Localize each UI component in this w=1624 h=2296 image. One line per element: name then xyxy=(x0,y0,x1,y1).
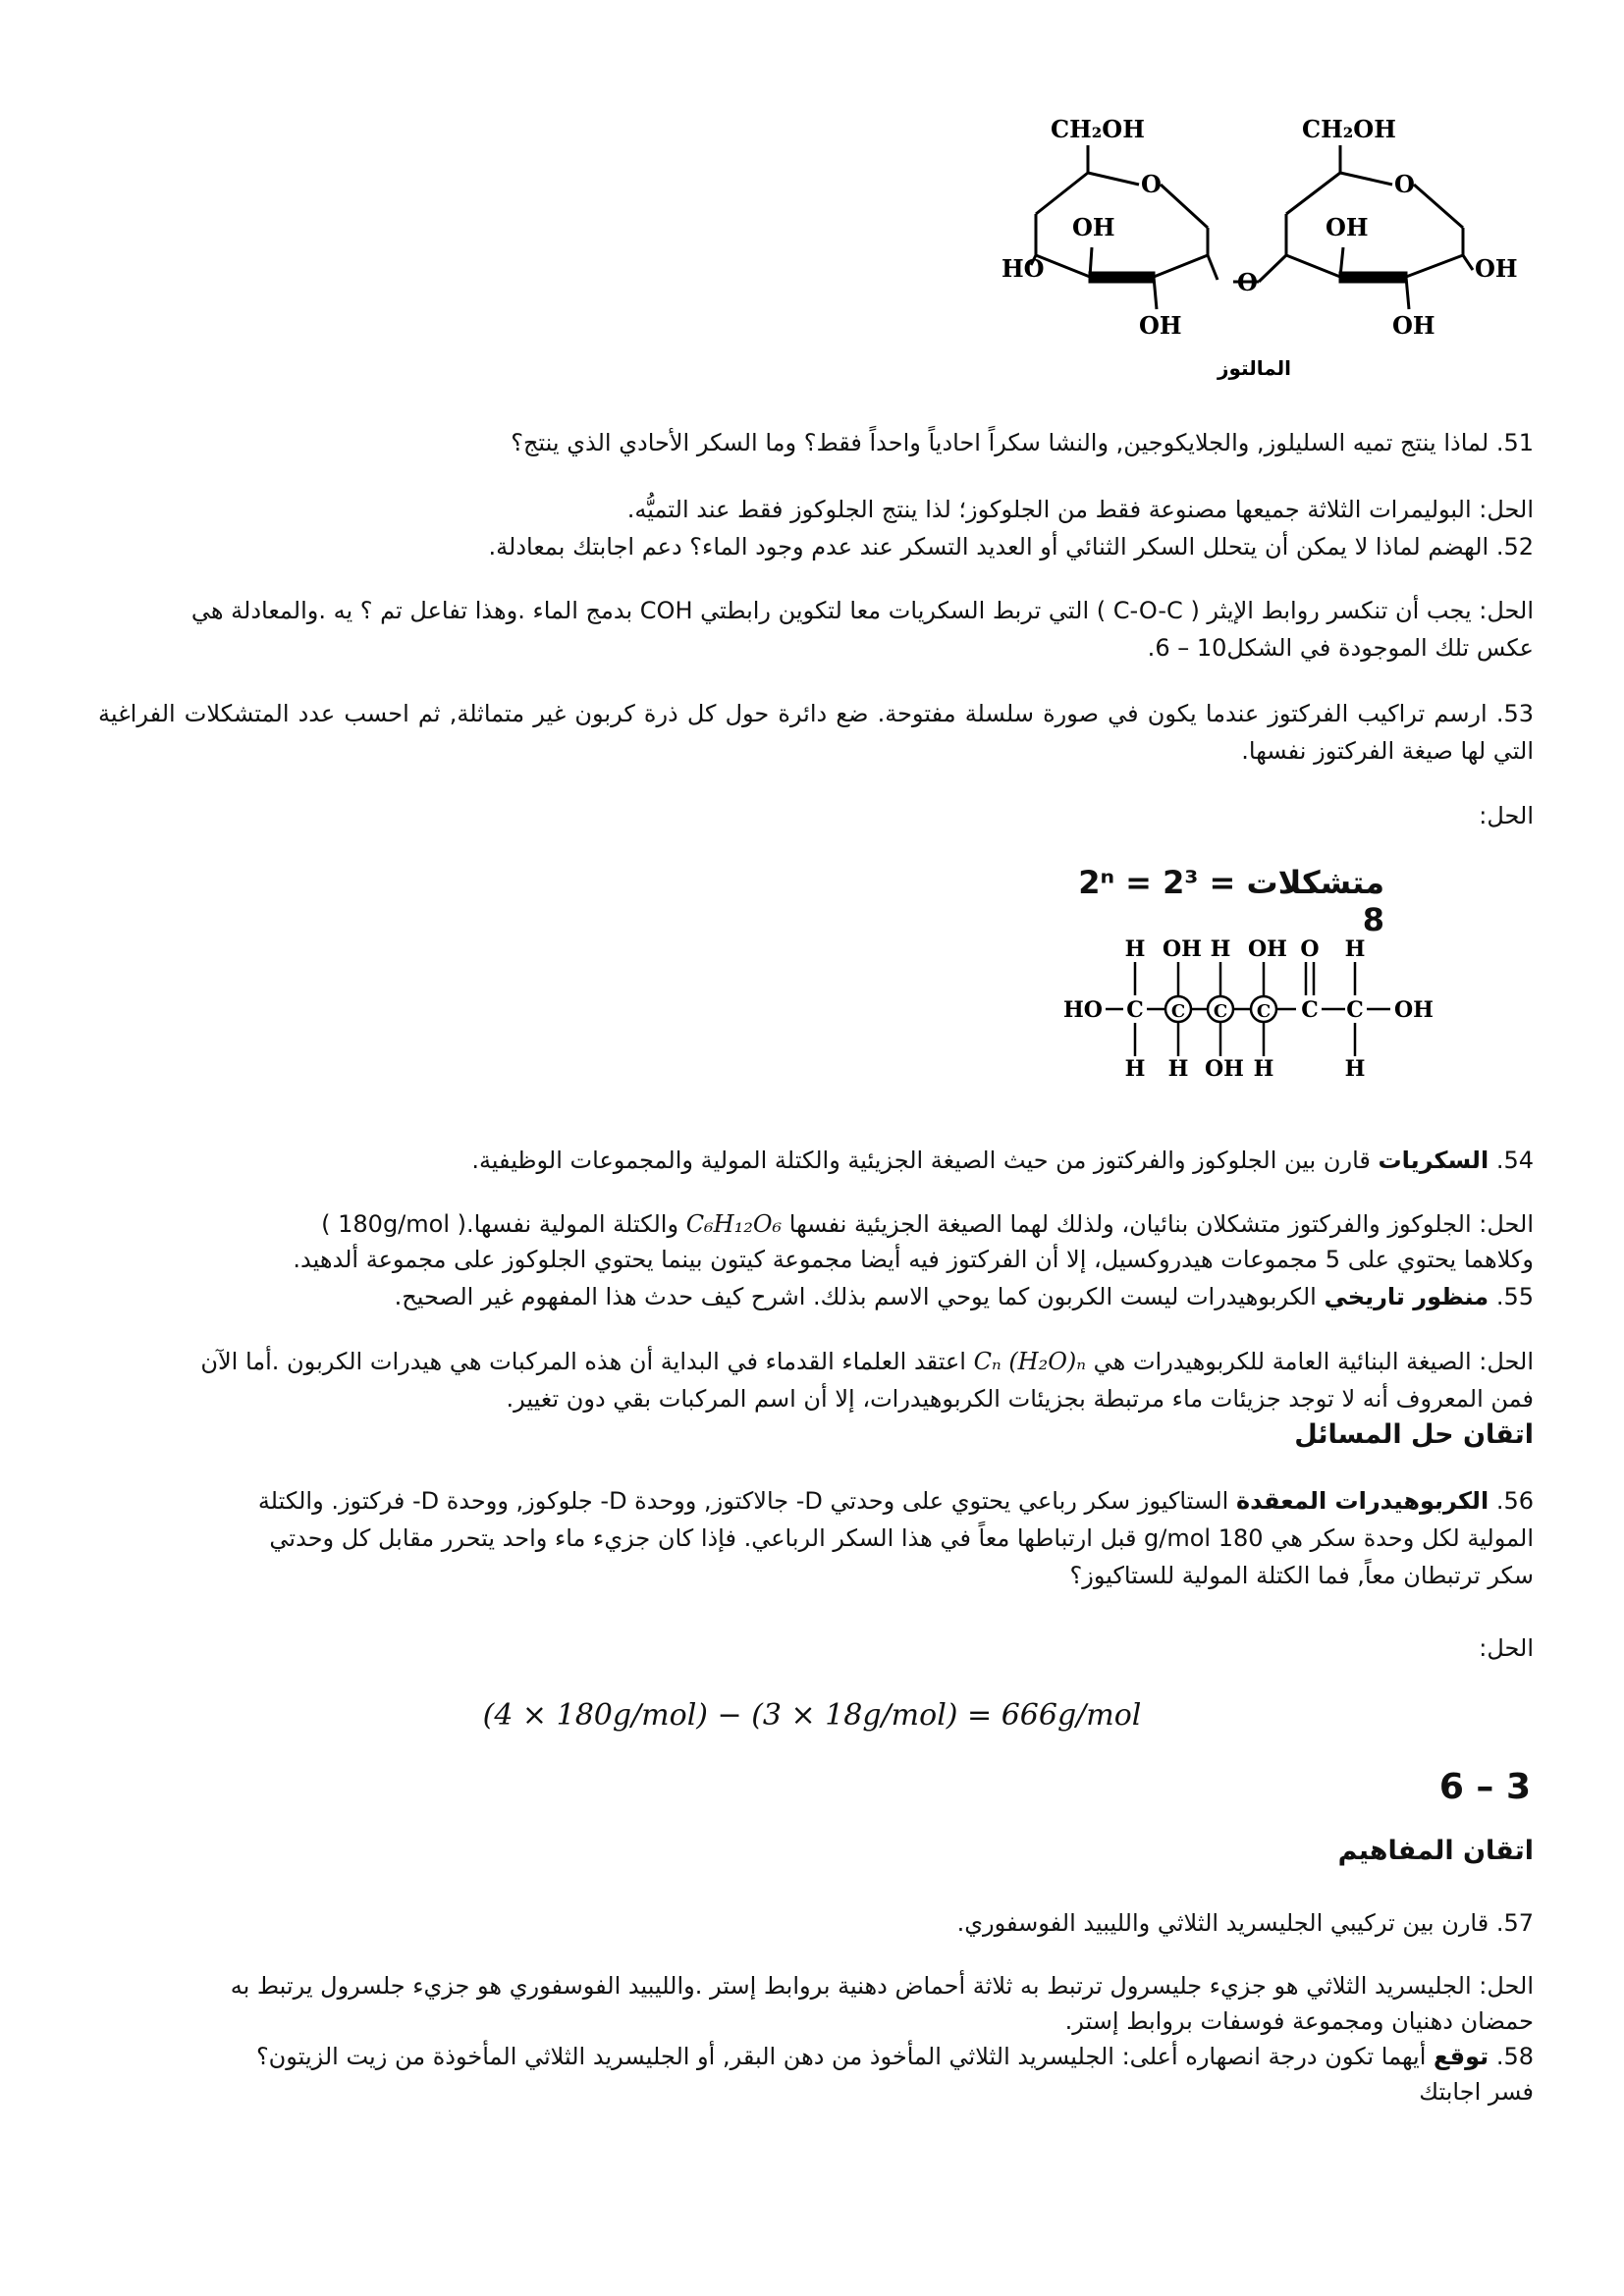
section-number: 6 – 3 xyxy=(1438,1767,1531,1807)
top-h-3: H xyxy=(1344,936,1366,962)
top-h-2: H xyxy=(1210,936,1231,962)
question-53: 53. ارسم تراكيب الفركتوز عندما يكون في صورة سلسلة مفتوحة. ضع دائرة حول كل ذرة كربون غير متماثلة, ثم احسب عدد المتشكلات الفراغية التي لها صيغة الفركتوز نفسها. xyxy=(98,700,1534,765)
answer-55-line1 xyxy=(98,1343,1534,1380)
heading-concept-mastery: اتقان المفاهيم xyxy=(1337,1836,1534,1866)
answer-54-part-b: والكتلة المولية نفسها.( 180g/mol ) xyxy=(321,1210,679,1238)
bottom-h-4: H xyxy=(1344,1056,1366,1080)
answer-53-label: الحل: xyxy=(1479,802,1534,829)
question-57: 57. قارن بين تركيبي الجليسريد الثلاثي والليبيد الفوسفوري. xyxy=(956,1909,1534,1937)
ring-oxygen-left: O xyxy=(1141,170,1162,198)
q58-text: أيهما تكون درجة انصهاره أعلى: الجليسريد الثلاثي المأخوذ من دهن البقر, أو الجليسريد الثلاثي المأخوذة من زيت الزيتون؟ xyxy=(255,2043,1434,2070)
q58-number: 58. xyxy=(1495,2043,1534,2070)
top-oh-1: OH xyxy=(1163,936,1202,962)
question-51: 51. لماذا ينتج تميه السليلوز, والجلايكوجين, والنشا سكراً احادياً واحداً فقط؟ وما السكر الأحادي الذي ينتج؟ xyxy=(511,429,1534,456)
q54-text: قارن بين الجلوكوز والفركتوز من حيث الصيغة الجزيئية والكتلة المولية والمجموعات الوظيفية. xyxy=(471,1147,1379,1174)
chain-c2-chiral: C xyxy=(1170,1001,1186,1022)
ch2oh-right-label: CH₂OH xyxy=(1302,115,1396,143)
stachyose-molar-mass-equation: (4 × 180g/mol) − (3 × 18g/mol) = 666g/mol xyxy=(482,1698,1142,1733)
answer-51: الحل: البوليمرات الثلاثة جميعها مصنوعة فقط من الجلوكوز؛ لذا ينتج الجلوكوز فقط عند التميُّه. xyxy=(626,496,1534,523)
answer-52-line1: الحل: يجب أن تنكسر روابط الإيثر ( C-O-C ) التي تربط السكريات معا لتكوين رابطتي COH بدمج الماء .وهذا تفاعل تم ؟ يه .والمعادلة هي xyxy=(190,597,1534,624)
answer-56-label: الحل: xyxy=(1479,1634,1534,1662)
chain-ho: HO xyxy=(1063,997,1103,1023)
q55-number: 55. xyxy=(1495,1283,1534,1310)
oh-right-side: OH xyxy=(1475,254,1518,283)
maltose-caption: المالتوز xyxy=(1218,356,1292,380)
oh-right-inner: OH xyxy=(1326,213,1369,241)
chain-c1: C xyxy=(1126,997,1144,1023)
question-54 xyxy=(98,1142,1534,1179)
chain-oh: OH xyxy=(1394,997,1434,1023)
chain-c3-chiral: C xyxy=(1213,1001,1228,1022)
question-58-line2: فسر اجابتك xyxy=(1419,2078,1534,2106)
chain-c6: C xyxy=(1346,997,1364,1023)
maltose-structure xyxy=(1001,108,1532,388)
q54-number: 54. xyxy=(1495,1147,1534,1174)
q55-text: الكربوهيدرات ليست الكربون كما يوحي الاسم بذلك. اشرح كيف حدث هذا المفهوم غير الصحيح. xyxy=(394,1283,1325,1310)
q55-keyword: منظور تاريخي xyxy=(1324,1283,1489,1310)
question-56-line3: سكر ترتبطان معاً, فما الكتلة المولية للستاكيوز؟ xyxy=(1069,1562,1534,1589)
glucose-formula: C₆H₁₂O₆ xyxy=(685,1210,783,1238)
answer-55-line2: فمن المعروف أنه لا توجد جزيئات ماء مرتبطة بجزيئات الكربوهيدرات، إلا أن اسم المركبات بقي دون تغيير. xyxy=(506,1385,1534,1413)
q56-number: 56. xyxy=(1495,1487,1534,1515)
ring-oxygen-right: O xyxy=(1394,170,1415,198)
answer-54-line1 xyxy=(98,1205,1534,1243)
answer-57-line1: الحل: الجليسريد الثلاثي هو جزيء جليسرول ترتبط به ثلاثة أحماض دهنية بروابط إستر .والليبيد الفوسفوري هو جزيء جلسرول يرتبط به xyxy=(230,1972,1534,2000)
top-h-1: H xyxy=(1124,936,1146,962)
q54-keyword: السكريات xyxy=(1378,1147,1489,1174)
bottom-h-1: H xyxy=(1124,1056,1146,1080)
ch2oh-left-label: CH₂OH xyxy=(1051,115,1145,143)
chain-c5: C xyxy=(1301,997,1319,1023)
bridge-oxygen: O xyxy=(1237,268,1258,296)
answer-55-part-b: اعتقد العلماء القدماء في البداية أن هذه المركبات هي هيدرات الكربون .أما الآن xyxy=(200,1348,966,1375)
answer-57-line2: حمضان دهنيان ومجموعة فوسفات بروابط إستر. xyxy=(1064,2007,1534,2035)
top-carbonyl-o: O xyxy=(1300,936,1320,962)
bottom-oh: OH xyxy=(1205,1056,1244,1080)
answer-52-line2: عكس تلك الموجودة في الشكل10 – 6. xyxy=(1147,634,1534,662)
stereoisomer-word: متشكلات xyxy=(1246,864,1384,901)
heading-problem-mastery: اتقان حل المسائل xyxy=(1294,1419,1534,1450)
oh-left-bottom: OH xyxy=(1139,311,1182,340)
stereoisomer-count: 2ⁿ = 2³ = 8 xyxy=(1078,864,1384,938)
chain-c4-chiral: C xyxy=(1256,1001,1272,1022)
oh-left-inner: OH xyxy=(1072,213,1115,241)
q56-line1-text: الستاكيوز سكر رباعي يحتوي على وحدتي D- جالاكتوز, ووحدة D- جلوكوز, ووحدة D- فركتوز. والكتلة xyxy=(257,1487,1236,1515)
answer-55-part-a: الحل: الصيغة البنائية العامة للكربوهيدرات هي xyxy=(1093,1348,1534,1375)
question-56-line2: المولية لكل وحدة سكر هي 180 g/mol قبل ارتباطها معاً في هذا السكر الرباعي. فإذا كان جزيء ماء واحد يتحرر مقابل كل وحدتي xyxy=(269,1524,1534,1552)
bottom-h-3: H xyxy=(1253,1056,1274,1080)
bottom-h-2: H xyxy=(1167,1056,1189,1080)
top-oh-2: OH xyxy=(1248,936,1287,962)
answer-54-part-a: الحل: الجلوكوز والفركتوز متشكلان بنائيان، ولذلك لهما الصيغة الجزيئية نفسها xyxy=(788,1210,1534,1238)
answer-54-line2: وكلاهما يحتوي على 5 مجموعات هيدروكسيل، إلا أن الفركتوز فيه أيضا مجموعة كيتون بينما يحتوي الجلوكوز على مجموعة ألدهيد. xyxy=(293,1246,1534,1273)
question-56-line1 xyxy=(98,1482,1534,1520)
q56-keyword: الكربوهيدرات المعقدة xyxy=(1235,1487,1489,1515)
ho-left: HO xyxy=(1001,254,1045,283)
question-58 xyxy=(98,2038,1534,2075)
oh-right-bottom: OH xyxy=(1392,311,1435,340)
q58-keyword: توقع xyxy=(1434,2043,1489,2070)
question-55 xyxy=(98,1278,1534,1315)
question-52: 52. الهضم لماذا لا يمكن أن يتحلل السكر الثنائي أو العديد التسكر عند عدم وجود الماء؟ دعم اجابتك بمعادلة. xyxy=(488,533,1534,561)
carbohydrate-formula: Cₙ (H₂O)ₙ xyxy=(973,1348,1086,1375)
fructose-open-chain xyxy=(1060,923,1522,1080)
